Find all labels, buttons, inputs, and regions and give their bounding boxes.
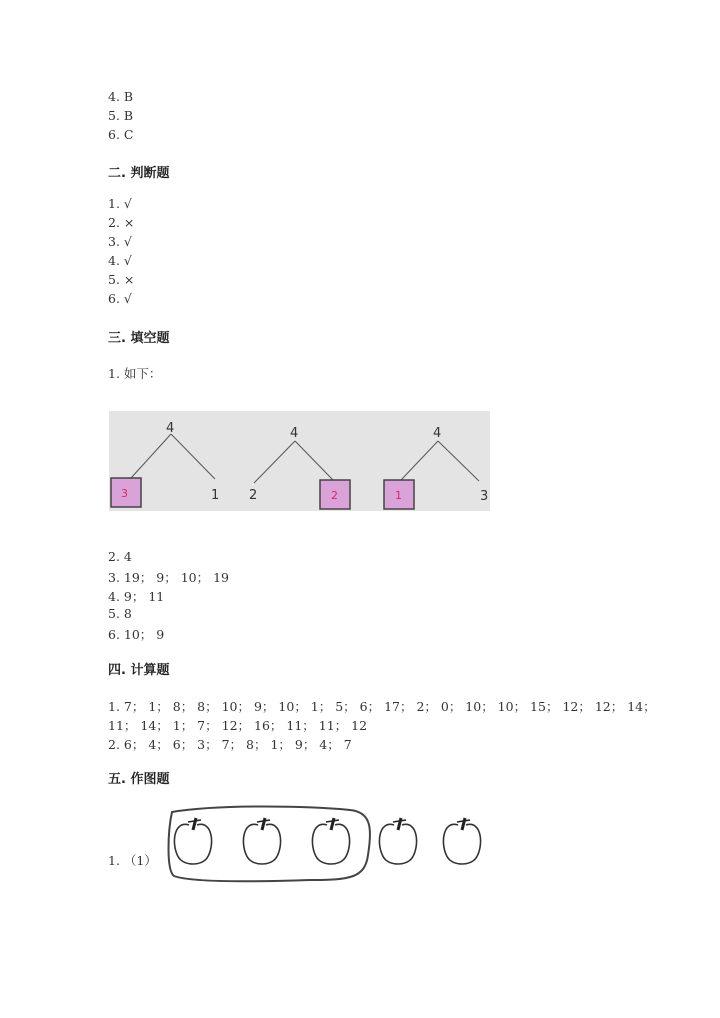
answer-box-number: 3 — [121, 487, 128, 500]
answer-line: 5. 8 — [108, 606, 132, 621]
number-decomposition-figure — [109, 411, 490, 511]
apple-icon — [443, 818, 480, 864]
answer-line: 2. 6； 4； 6； 3； 7； 8； 1； 9； 4； 7 — [108, 737, 352, 752]
tree-top-number: 4 — [290, 426, 299, 441]
section-heading: 四. 计算题 — [108, 663, 170, 678]
answer-line: 1. 7； 1； 8； 8； 10； 9； 10； 1； 5； 6； 17； 2； 0； 10； 10； 15； 12； 12； 14； — [108, 699, 656, 714]
answer-line: 6. √ — [108, 291, 132, 306]
apple-icon — [174, 818, 211, 864]
answer-line: 3. √ — [108, 234, 132, 249]
section-heading: 五. 作图题 — [108, 772, 170, 787]
answer-line: 1. √ — [108, 196, 132, 211]
tree-3 — [384, 426, 488, 509]
apple-icon — [243, 818, 280, 864]
answer-line: 11； 14； 1； 7； 12； 16； 11； 11； 12 — [108, 718, 368, 733]
tree-leaf-number: 3 — [480, 489, 489, 504]
answer-box-number: 2 — [331, 489, 338, 502]
answer-line: 4. 9； 11 — [108, 589, 165, 604]
tree-leaf-number: 1 — [211, 488, 220, 503]
answer-line: 5. × — [108, 272, 135, 287]
section-heading: 二. 判断题 — [108, 166, 170, 181]
circle-lasso — [169, 807, 371, 882]
question-label: 1. （1） — [108, 853, 157, 868]
answer-line: 4. B — [108, 89, 134, 104]
answer-line: 6. 10； 9 — [108, 627, 165, 642]
answer-line: 4. √ — [108, 253, 132, 268]
tree-2 — [249, 426, 350, 509]
tree-leaf-number: 2 — [249, 488, 258, 503]
answer-line: 2. 4 — [108, 549, 132, 564]
answer-line: 3. 19； 9； 10； 19 — [108, 570, 229, 585]
apple-icon — [312, 818, 349, 864]
answer-line: 6. C — [108, 127, 134, 142]
apple-drawing — [160, 800, 500, 893]
tree-top-number: 4 — [433, 426, 442, 441]
section-heading: 三. 填空题 — [108, 331, 170, 346]
answer-line: 5. B — [108, 108, 134, 123]
answer-box-number: 1 — [395, 489, 402, 502]
question-label: 1. 如下： — [108, 366, 162, 381]
tree-1 — [111, 421, 219, 507]
tree-top-number: 4 — [166, 421, 175, 436]
answer-line: 2. × — [108, 215, 135, 230]
apple-icon — [379, 818, 416, 864]
